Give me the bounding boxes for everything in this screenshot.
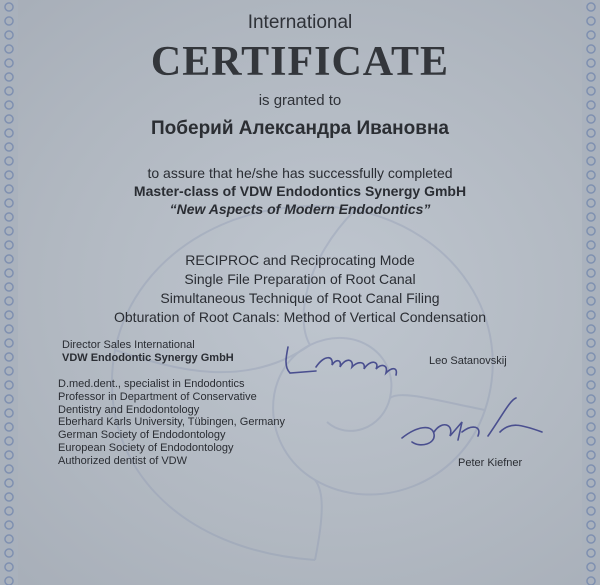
- signature-kiefner: [392, 396, 552, 458]
- signature-satanovskij: [276, 337, 416, 383]
- specialist-name: Peter Kiefner: [458, 457, 523, 469]
- topic-item: RECIPROC and Reciprocating Mode: [185, 252, 415, 268]
- topic-item: Obturation of Root Canals: Method of Vertical Condensation: [114, 309, 486, 325]
- specialist-credentials: [58, 378, 285, 468]
- credential-line: Professor in Department of Conservative: [58, 390, 257, 403]
- course-title: “New Aspects of Modern Endodontics”: [169, 201, 431, 217]
- credential-line: D.med.dent., specialist in Endodontics: [58, 378, 245, 390]
- director-name: Leo Satanovskij: [429, 355, 507, 367]
- credential-line: European Society of Endodontology: [58, 441, 234, 454]
- credential-line: German Society of Endodontology: [58, 429, 226, 442]
- certificate-title: CERTIFICATE: [150, 39, 450, 85]
- recipient-name: Поберий Александра Ивановна: [151, 118, 449, 139]
- course-topics: [0, 251, 600, 327]
- director-role: Director Sales International: [62, 339, 195, 351]
- topic-item: Single File Preparation of Root Canal: [184, 271, 416, 287]
- topic-item: Simultaneous Technique of Root Canal Filing: [160, 290, 440, 306]
- credential-line: Eberhard Karls University, Tübingen, Germany: [58, 416, 286, 429]
- program-title: Master-class of VDW Endodontics Synergy GmbH: [133, 183, 467, 199]
- credential-line: Dentistry and Endodontology: [58, 403, 200, 416]
- granted-text: is granted to: [258, 92, 342, 109]
- heading-international: International: [247, 12, 353, 33]
- director-block: [62, 339, 234, 365]
- director-company: VDW Endodontic Synergy GmbH: [62, 352, 234, 364]
- credential-line: Authorized dentist of VDW: [58, 454, 188, 467]
- assure-text: to assure that he/she has successfully completed: [147, 165, 453, 181]
